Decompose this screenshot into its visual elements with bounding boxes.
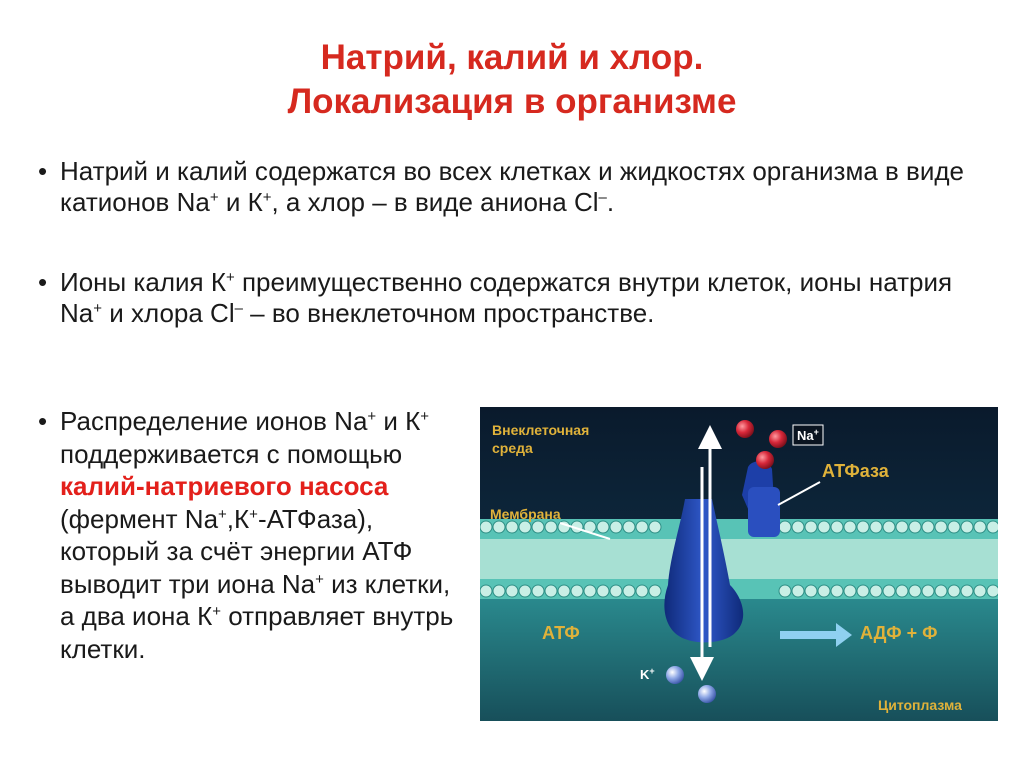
- lipid-head: [493, 521, 505, 533]
- b3-text-3: поддерживается с помощью: [60, 438, 403, 469]
- bullet-localization: [38, 156, 980, 218]
- label-adp: АДФ + Ф: [860, 623, 938, 643]
- lipid-head: [649, 521, 661, 533]
- lipid-head: [597, 585, 609, 597]
- lipid-head: [844, 521, 856, 533]
- b2-text-2: преимущественно содержатся внутри клеток, ионы натрия Na: [60, 267, 953, 328]
- na-ion: [736, 420, 754, 438]
- b1-sup-1: +: [209, 189, 219, 206]
- lipid-head: [623, 521, 635, 533]
- lipid-head: [792, 585, 804, 597]
- b1-text-4: .: [606, 187, 615, 217]
- lipid-head: [818, 521, 830, 533]
- lipid-head: [818, 585, 830, 597]
- lipid-head: [623, 585, 635, 597]
- lipid-head: [844, 585, 856, 597]
- lipid-head: [480, 585, 492, 597]
- b3-sup-2: +: [420, 408, 430, 425]
- lipid-head: [506, 521, 518, 533]
- lipid-head: [610, 521, 622, 533]
- lipid-head: [649, 585, 661, 597]
- lipid-head: [883, 585, 895, 597]
- b1-sup-2: +: [262, 189, 272, 206]
- b3-sup-3: +: [218, 505, 227, 523]
- b3-text-5: ,К: [226, 503, 250, 534]
- b3-text-4: (фермент Na: [60, 503, 219, 534]
- lipid-head: [922, 521, 934, 533]
- lipid-head: [857, 521, 869, 533]
- label-membrane: Мембрана: [490, 506, 561, 522]
- lipid-head: [558, 585, 570, 597]
- b3-sup-1: +: [367, 408, 377, 425]
- lipid-head: [805, 521, 817, 533]
- b2-sup-2: +: [93, 300, 103, 317]
- label-atp: АТФ: [542, 623, 580, 643]
- b1-text-2: и К: [218, 187, 263, 217]
- bullet-sodium-potassium-pump: [38, 405, 460, 665]
- label-extracellular-1: Внеклеточная: [492, 422, 590, 438]
- b2-text-3: и хлора Cl: [102, 298, 235, 328]
- bullet-ion-distribution: [38, 267, 980, 329]
- lipid-head: [974, 521, 986, 533]
- k-ion: [698, 685, 716, 703]
- label-extracellular-2: среда: [492, 440, 533, 456]
- lipid-head: [571, 585, 583, 597]
- lipid-head: [948, 521, 960, 533]
- lipid-head: [636, 585, 648, 597]
- b3-text-8: отправляет внутрь клетки.: [60, 601, 454, 664]
- b3-text-7: из клетки, а два иона К: [60, 568, 451, 631]
- lipid-head: [896, 521, 908, 533]
- lipid-head: [779, 521, 791, 533]
- lipid-head: [948, 585, 960, 597]
- lipid-head: [935, 521, 947, 533]
- k-ion: [666, 666, 684, 684]
- lipid-head: [506, 585, 518, 597]
- lipid-head: [922, 585, 934, 597]
- lipid-head: [961, 585, 973, 597]
- b1-text-3: , а хлор – в виде аниона Cl: [271, 187, 599, 217]
- lipid-head: [597, 521, 609, 533]
- lipid-head: [961, 521, 973, 533]
- lipid-head: [558, 521, 570, 533]
- b3-text-1: Распределение ионов Na: [60, 406, 368, 436]
- lipid-head: [636, 521, 648, 533]
- membrane-bilayer: [480, 519, 998, 599]
- b3-sup-4: +: [249, 505, 258, 523]
- lipid-head: [831, 585, 843, 597]
- lipid-head: [987, 585, 998, 597]
- lipid-head: [974, 585, 986, 597]
- lipid-head: [805, 585, 817, 597]
- label-atpase: АТФаза: [822, 461, 889, 481]
- b3-text-2: и К: [376, 406, 421, 436]
- na-ion: [769, 430, 787, 448]
- b2-sup-1: +: [225, 269, 235, 286]
- lipid-head: [532, 521, 544, 533]
- lipid-head: [896, 585, 908, 597]
- b3-sup-6: +: [212, 603, 221, 620]
- bullet-dot: •: [38, 156, 48, 186]
- lipid-head: [987, 521, 998, 533]
- b3-sup-5: +: [315, 570, 324, 588]
- label-na: Na+: [797, 427, 819, 443]
- lipid-head: [935, 585, 947, 597]
- pump-highlight: калий-натриевого насоса: [60, 471, 389, 501]
- b1-sup-3: –: [598, 189, 607, 206]
- b1-text-1: Натрий и калий содержатся во всех клетках и жидкостях организма в виде катионов Na: [60, 156, 965, 217]
- lipid-head: [857, 585, 869, 597]
- lipid-head: [870, 521, 882, 533]
- slide-title: [0, 36, 1024, 124]
- title-line-2: Локализация в организме: [287, 82, 737, 121]
- lipid-head: [545, 585, 557, 597]
- lipid-head: [480, 521, 492, 533]
- lipid-head: [909, 521, 921, 533]
- lipid-head: [870, 585, 882, 597]
- lipid-head: [519, 585, 531, 597]
- na-ion: [756, 451, 774, 469]
- lipid-head: [532, 585, 544, 597]
- na-k-pump-diagram: [480, 407, 998, 721]
- lipid-head: [519, 521, 531, 533]
- b2-text-1: Ионы калия К: [60, 267, 226, 297]
- b2-text-4: – во внеклеточном пространстве.: [242, 298, 655, 328]
- lipid-head: [610, 585, 622, 597]
- bullet-dot: •: [38, 406, 48, 436]
- title-line-1: Натрий, калий и хлор.: [320, 38, 704, 77]
- bullet-dot: •: [38, 267, 48, 297]
- label-cytoplasm: Цитоплазма: [878, 697, 962, 713]
- lipid-head: [883, 521, 895, 533]
- pump-diagram-svg: [480, 407, 998, 721]
- lipid-head: [584, 585, 596, 597]
- lipid-head: [545, 521, 557, 533]
- b2-sup-3: –: [234, 300, 243, 317]
- lipid-head: [493, 585, 505, 597]
- b3-text-6: -АТФаза), который за счёт энергии АТФ выводит три иона Na: [60, 503, 413, 599]
- lipid-head: [779, 585, 791, 597]
- lipid-head: [792, 521, 804, 533]
- label-k: K+: [640, 666, 655, 682]
- lipid-head: [831, 521, 843, 533]
- lipid-head: [909, 585, 921, 597]
